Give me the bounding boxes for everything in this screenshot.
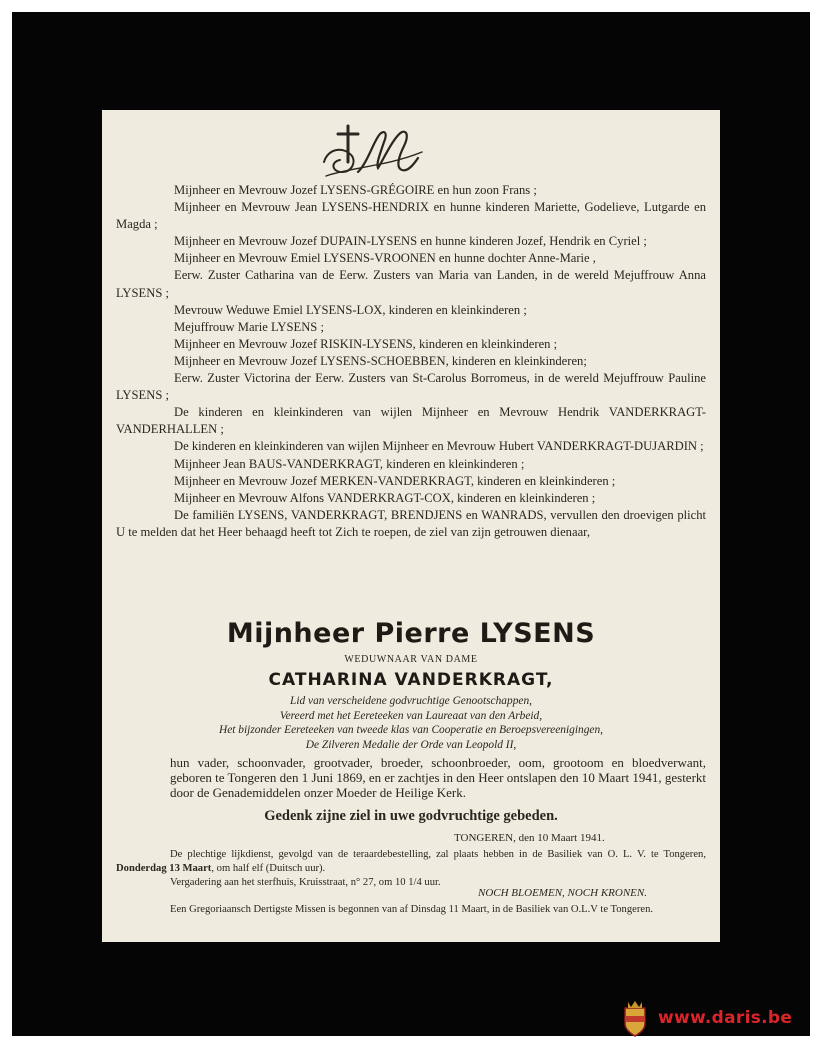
family-line: Mijnheer Jean BAUS-VANDERKRAGT, kinderen en kleinkinderen ; bbox=[174, 456, 525, 471]
masses-text: Een Gregoriaansch Dertigste Missen is begonnen van af Dinsdag 11 Maart, in de Basiliek van O.L.V te Tongeren. bbox=[170, 904, 654, 915]
widower-of-label: WEDUWNAAR VAN DAME bbox=[344, 654, 478, 665]
funeral-meeting: Vergadering aan het sterfhuis, Kruisstraat, n° 27, om 10 1/4 uur. bbox=[170, 877, 441, 888]
family-line: Mijnheer en Mevrouw Jozef LYSENS-SCHOEBBEN, kinderen en kleinkinderen; bbox=[174, 353, 587, 368]
family-line: Eerw. Zuster Catharina van de Eerw. Zusters van Maria van Landen, in de wereld Mejuffrouw Anna LYSENS ; bbox=[116, 268, 706, 300]
family-line: Mijnheer en Mevrouw Jean LYSENS-HENDRIX en hunne kinderen Mariette, Godelieve, Lutgarde en Magda ; bbox=[116, 200, 706, 232]
cross-monogram-icon bbox=[318, 122, 428, 182]
family-line: De familiën LYSENS, VANDERKRAGT, BRENDJENS en WANRADS, vervullen den droevigen plicht U te melden dat het Heer behaagd heeft tot Zich te roepen, de ziel van zijn getrouwen dienaar, bbox=[116, 507, 706, 539]
family-list bbox=[116, 182, 706, 541]
deceased-name: Mijnheer Pierre LYSENS bbox=[226, 618, 596, 649]
place-date: TONGEREN, den 10 Maart 1941. bbox=[454, 832, 605, 844]
masses-info bbox=[116, 903, 706, 917]
honour-line: Vereerd met het Eereteeken van Laureaat van den Arbeid, bbox=[279, 709, 543, 722]
watermark-url[interactable]: www.daris.be bbox=[658, 1008, 793, 1028]
honours-list bbox=[102, 694, 720, 752]
family-line: Mejuffrouw Marie LYSENS ; bbox=[174, 319, 324, 334]
funeral-service bbox=[116, 848, 706, 876]
family-line: Mijnheer en Mevrouw Jozef MERKEN-VANDERKRAGT, kinderen en kleinkinderen ; bbox=[174, 473, 616, 488]
family-line: Mijnheer en Mevrouw Emiel LYSENS-VROONEN en hunne dochter Anne-Marie , bbox=[174, 251, 596, 266]
mourning-card bbox=[102, 110, 720, 942]
family-line: Mijnheer en Mevrouw Alfons VANDERKRAGT-COX, kinderen en kleinkinderen ; bbox=[174, 490, 596, 505]
family-line: De kinderen en kleinkinderen van wijlen Mijnheer en Mevrouw Hendrik VANDERKRAGT-VANDERHALLEN ; bbox=[116, 405, 706, 437]
coat-of-arms-icon bbox=[622, 998, 648, 1038]
honour-line: Lid van verscheidene godvruchtige Genootschappen, bbox=[290, 695, 532, 707]
funeral-time: , om half elf (Duitsch uur). bbox=[211, 863, 326, 874]
prayer-line: Gedenk zijne ziel in uwe godvruchtige gebeden. bbox=[264, 808, 558, 824]
no-flowers-note: NOCH BLOEMEN, NOCH KRONEN. bbox=[478, 887, 647, 899]
family-line: Mevrouw Weduwe Emiel LYSENS-LOX, kinderen en kleinkinderen ; bbox=[174, 302, 527, 317]
family-line: Mijnheer en Mevrouw Jozef RISKIN-LYSENS, kinderen en kleinkinderen ; bbox=[174, 336, 558, 351]
wife-name: CATHARINA VANDERKRAGT, bbox=[268, 670, 554, 690]
funeral-text: De plechtige lijkdienst, gevolgd van de teraardebestelling, zal plaats hebben in de Basiliek van O. L. V. te Tongeren, bbox=[170, 849, 706, 860]
funeral-info bbox=[116, 848, 706, 890]
biography: hun vader, schoonvader, grootvader, broeder, schoonbroeder, oom, grootoom en bloedverwant, geboren te Tongeren den 1 Juni 1869, en er zachtjes in den Heer ontslapen den 10 Maart 1941, gesterkt door de Genademiddelen onzer Moeder de Heilige Kerk. bbox=[170, 755, 707, 801]
family-line: Mijnheer en Mevrouw Jozef LYSENS-GRÉGOIRE en hun zoon Frans ; bbox=[174, 183, 537, 197]
honour-line: De Zilveren Medalie der Orde van Leopold II, bbox=[305, 738, 517, 751]
family-line: De kinderen en kleinkinderen van wijlen Mijnheer en Mevrouw Hubert VANDERKRAGT-DUJARDIN ; bbox=[174, 439, 704, 454]
funeral-day: Donderdag 13 Maart bbox=[116, 863, 212, 874]
site-watermark bbox=[622, 998, 812, 1042]
family-line: Eerw. Zuster Victorina der Eerw. Zusters van St-Carolus Borromeus, in de wereld Mejuffrouw Pauline LYSENS ; bbox=[116, 371, 706, 403]
honour-line: Het bijzonder Eereteeken van tweede klas van Cooperatie en Beroepsvereenigingen, bbox=[219, 724, 603, 737]
family-line: Mijnheer en Mevrouw Jozef DUPAIN-LYSENS en hunne kinderen Jozef, Hendrik en Cyriel ; bbox=[174, 234, 647, 249]
